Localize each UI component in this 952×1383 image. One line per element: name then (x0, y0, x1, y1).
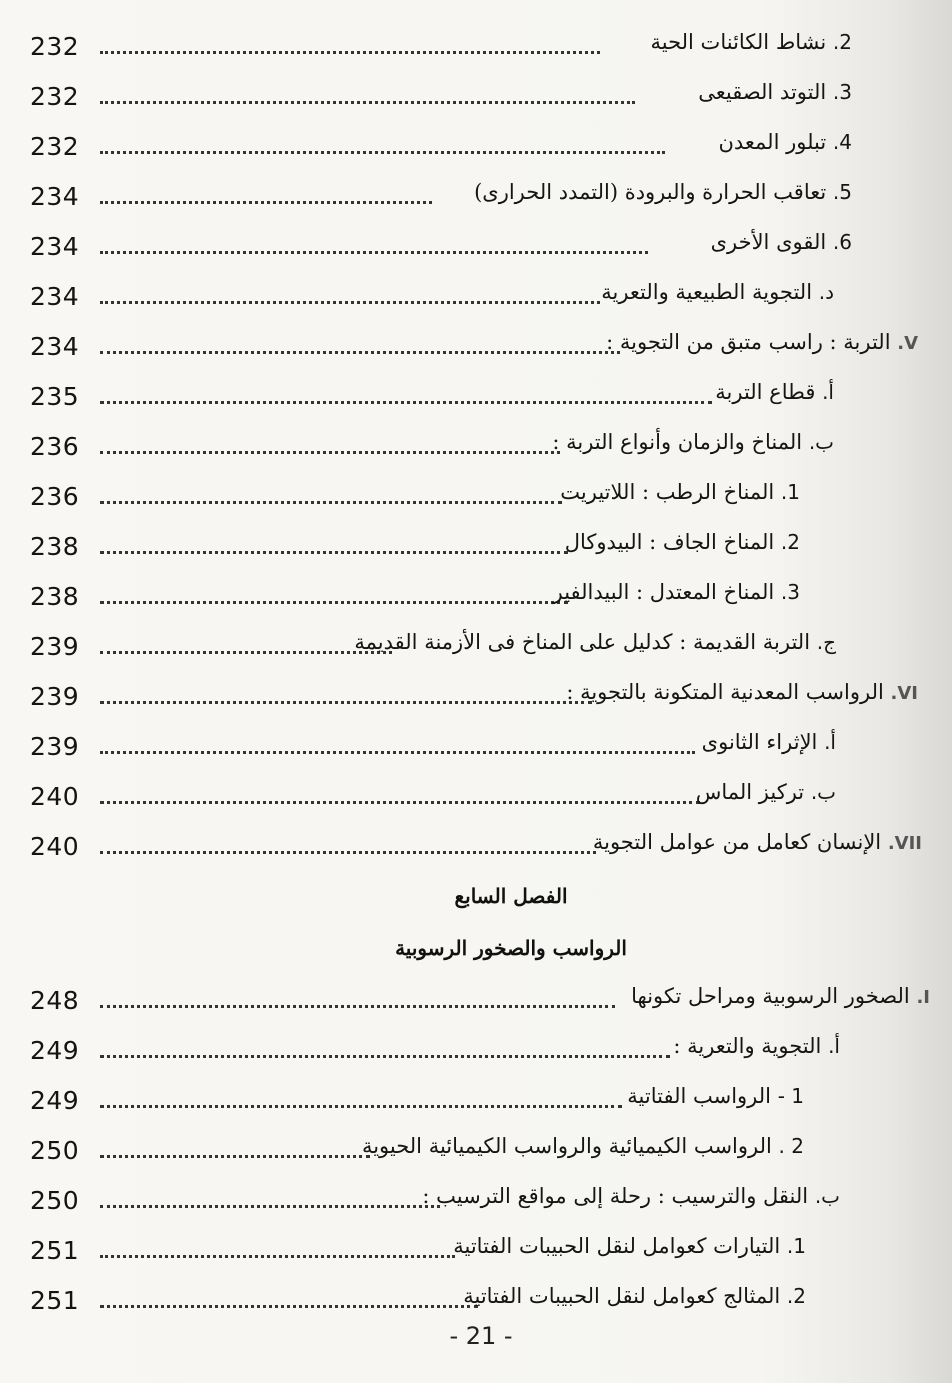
toc-page-number: 238 (30, 532, 80, 561)
toc-entry-title (565, 530, 800, 554)
toc-entry-number: VI. (890, 683, 918, 704)
toc-page-number: 250 (30, 1136, 80, 1165)
toc-entry (0, 120, 952, 170)
toc-entry (0, 1074, 952, 1124)
toc-entry-title (606, 330, 918, 354)
toc-page-number: 232 (30, 32, 80, 61)
dot-leader (100, 351, 620, 354)
toc-entry-number: أ. (824, 730, 836, 754)
dot-leader (100, 751, 695, 754)
toc-page-number: 238 (30, 582, 80, 611)
toc-entry-number: أ. (828, 1034, 840, 1058)
dot-leader (100, 701, 592, 704)
toc-page-number: 249 (30, 1036, 80, 1065)
toc-entry-text: التجوية الطبيعية والتعرية (601, 280, 813, 304)
toc-entry-number: ب. (814, 1184, 840, 1208)
toc-page-number: 251 (30, 1286, 80, 1315)
toc-entry (0, 1274, 952, 1324)
dot-leader (100, 501, 562, 504)
toc-entry-title (354, 630, 836, 654)
dot-leader (100, 1005, 615, 1008)
toc-entry-title (651, 30, 853, 54)
toc-entry-number: ب. (810, 780, 836, 804)
toc-entry (0, 1124, 952, 1174)
toc-entry (0, 420, 952, 470)
dot-leader (100, 1205, 440, 1208)
toc-entry-text: الرواسب الفتاتية (627, 1084, 771, 1108)
toc-entry-text: التجوية والتعرية : (673, 1034, 822, 1058)
toc-page-number: 236 (30, 482, 80, 511)
toc-entry-number: 1. (786, 1234, 806, 1258)
dot-leader (100, 1055, 670, 1058)
toc-page-number: 251 (30, 1236, 80, 1265)
toc-entry-text: المناخ المعتدل : البيدالفير (552, 580, 775, 604)
toc-entry-text: الرواسب المعدنية المتكونة بالتجوية : (566, 680, 884, 704)
toc-entry-title (627, 1084, 804, 1108)
dot-leader (100, 851, 596, 854)
toc-entry-title (601, 280, 834, 304)
toc-entry-title (715, 380, 834, 404)
toc-entry-number: I. (916, 987, 930, 1008)
toc-entry-number: 2. (832, 30, 852, 54)
toc-entry-text: تبلور المعدن (718, 130, 827, 154)
toc-entry-text: المثالج كعوامل لنقل الحبيبات الفتاتية (463, 1284, 781, 1308)
toc-entry (0, 770, 952, 820)
toc-entry (0, 1024, 952, 1074)
toc-page-number: 234 (30, 282, 80, 311)
toc-entry-text: الصخور الرسوبية ومراحل تكونها (631, 984, 910, 1008)
toc-entry-text: تعاقب الحرارة والبرودة (التمدد الحرارى) (474, 180, 827, 204)
dot-leader (100, 1155, 370, 1158)
dot-leader (100, 651, 392, 654)
toc-entry-number: 2 . (778, 1134, 804, 1158)
toc-entry (0, 720, 952, 770)
toc-entry (0, 820, 952, 870)
toc-entry-number: 6. (832, 230, 852, 254)
toc-entry (0, 570, 952, 620)
dot-leader (100, 1255, 455, 1258)
toc-entry-text: قطاع التربة (715, 380, 816, 404)
toc-page-number: 236 (30, 432, 80, 461)
toc-entry-title (552, 430, 834, 454)
toc-entry (0, 1174, 952, 1224)
toc-page-number: 248 (30, 986, 80, 1015)
toc-page-number: 240 (30, 782, 80, 811)
toc-entry (0, 670, 952, 720)
toc-entry-number: ج. (816, 630, 836, 654)
toc-entry-text: الإنسان كعامل من عوامل التجوية (592, 830, 882, 854)
toc-entry-text: المناخ والزمان وأنواع التربة : (552, 430, 803, 454)
toc-page-number: 239 (30, 682, 80, 711)
toc-entry-title (422, 1184, 840, 1208)
toc-entry-text: القوى الأخرى (710, 230, 827, 254)
toc-entry (0, 974, 952, 1024)
toc-page-number: 232 (30, 132, 80, 161)
toc-entry-title (711, 230, 852, 254)
dot-leader (100, 1305, 478, 1308)
toc-entry-title (698, 80, 852, 104)
toc-entry-text: الإثراء الثانوى (701, 730, 818, 754)
toc-page-number: 239 (30, 632, 80, 661)
toc-entry-title (474, 180, 852, 204)
page-footer-number: - 21 - (449, 1322, 513, 1350)
dot-leader (100, 451, 560, 454)
toc-entry-number: V. (897, 333, 918, 354)
dot-leader (100, 151, 665, 154)
table-of-contents (0, 20, 952, 1324)
toc-entry-text: التوتد الصقيعى (698, 80, 827, 104)
toc-entry-title (566, 680, 918, 704)
toc-entry-text: المناخ الجاف : البيدوكال (564, 530, 775, 554)
toc-entry-title (673, 1034, 840, 1058)
toc-entry-number: 2. (780, 530, 800, 554)
toc-entry-text: التربة القديمة : كدليل على المناخ فى الأزمنة القديمة (354, 630, 811, 654)
dot-leader (100, 1105, 622, 1108)
toc-entry (0, 270, 952, 320)
toc-entry-title (463, 1284, 806, 1308)
toc-entry-text: تركيز الماس (695, 780, 805, 804)
toc-entry (0, 370, 952, 420)
toc-page-number: 234 (30, 332, 80, 361)
chapter-label: الفصل السابع (454, 884, 568, 908)
toc-entry-text: التربة : راسب متبق من التجوية : (606, 330, 891, 354)
toc-entry-number: 4. (832, 130, 852, 154)
toc-entry-title (696, 780, 836, 804)
toc-entry-number: 3. (832, 80, 852, 104)
toc-entry-text: النقل والترسيب : رحلة إلى مواقع الترسيب : (422, 1184, 809, 1208)
toc-entry (0, 620, 952, 670)
toc-entry-number: 3. (780, 580, 800, 604)
toc-page-number: 239 (30, 732, 80, 761)
toc-entry-text: المناخ الرطب : اللاتيريت (560, 480, 775, 504)
toc-page-number: 234 (30, 232, 80, 261)
toc-page-number: 250 (30, 1186, 80, 1215)
toc-page-number: 234 (30, 182, 80, 211)
dot-leader (100, 101, 635, 104)
toc-entry-title (631, 984, 930, 1008)
dot-leader (100, 301, 600, 304)
toc-entry-number: 1. (780, 480, 800, 504)
toc-entry (0, 70, 952, 120)
toc-entry-text: نشاط الكائنات الحية (650, 30, 827, 54)
toc-entry-title (702, 730, 836, 754)
toc-entry (0, 220, 952, 270)
toc-entry-number: د. (818, 280, 834, 304)
toc-entry-number: أ. (822, 380, 834, 404)
toc-page-number: 232 (30, 82, 80, 111)
toc-entry (0, 320, 952, 370)
toc-entry-number: 2. (786, 1284, 806, 1308)
toc-page-number: 235 (30, 382, 80, 411)
toc-page-number: 240 (30, 832, 80, 861)
toc-entry (0, 170, 952, 220)
chapter-title: الرواسب والصخور الرسوبية (395, 936, 627, 960)
toc-entry-title (593, 830, 922, 854)
dot-leader (100, 201, 432, 204)
toc-entry (0, 520, 952, 570)
toc-entry (0, 470, 952, 520)
toc-entry-number: ب. (808, 430, 834, 454)
dot-leader (100, 401, 712, 404)
toc-entry-title (560, 480, 800, 504)
toc-entry-number: 1 - (777, 1084, 804, 1108)
toc-entry-title (362, 1134, 804, 1158)
dot-leader (100, 601, 568, 604)
dot-leader (100, 801, 700, 804)
dot-leader (100, 51, 600, 54)
toc-entry-text: التيارات كعوامل لنقل الحبيبات الفتاتية (453, 1234, 781, 1258)
toc-entry-title (453, 1234, 806, 1258)
toc-entry-text: الرواسب الكيميائية والرواسب الكيميائية الحيوية (361, 1134, 772, 1158)
toc-page-number: 249 (30, 1086, 80, 1115)
toc-entry-title (553, 580, 800, 604)
toc-entry (0, 1224, 952, 1274)
toc-entry-title (718, 130, 852, 154)
toc-entry (0, 20, 952, 70)
dot-leader (100, 251, 648, 254)
toc-entry-number: VII. (887, 833, 922, 854)
dot-leader (100, 551, 568, 554)
toc-entry-number: 5. (832, 180, 852, 204)
